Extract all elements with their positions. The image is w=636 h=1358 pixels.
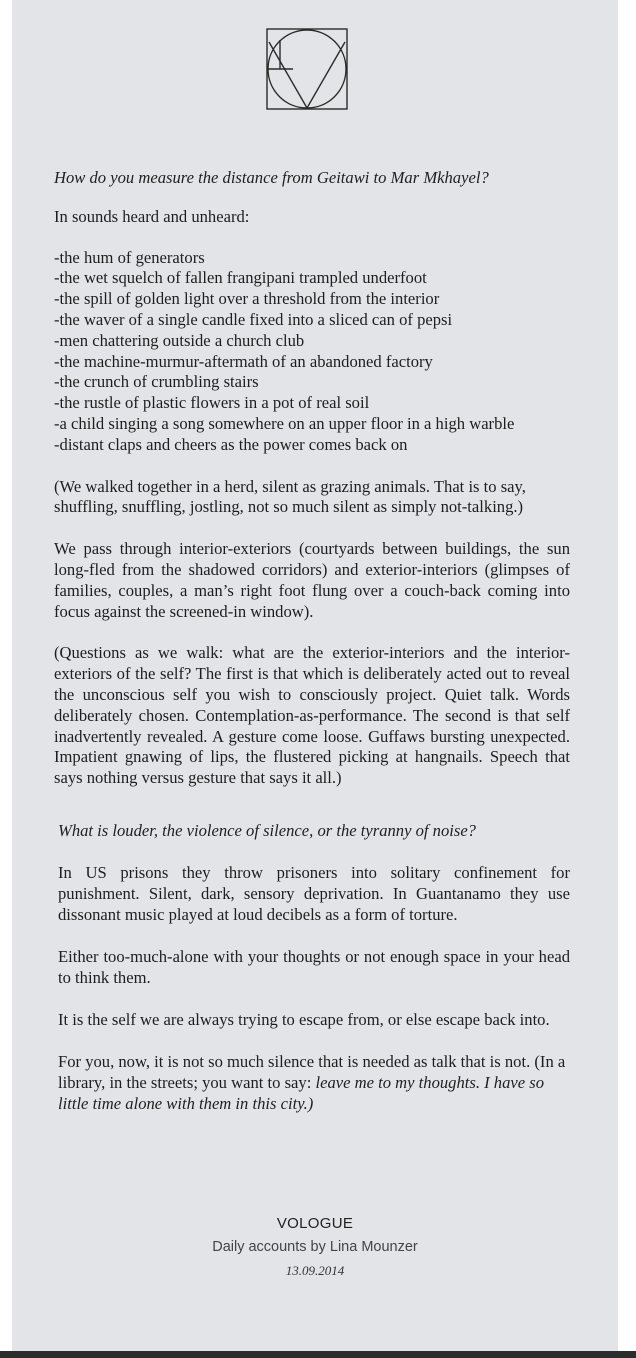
article-page bbox=[12, 0, 618, 1351]
second-question: What is louder, the violence of silence, or the tyranny of noise? bbox=[58, 821, 476, 840]
intro-line: In sounds heard and unheard: bbox=[54, 206, 250, 226]
signature-block bbox=[12, 1213, 618, 1283]
self-paragraph: It is the self we are always trying to escape from, or else escape back into. bbox=[58, 1010, 550, 1029]
list-item: -distant claps and cheers as the power comes back on bbox=[54, 434, 408, 454]
publication-title: VOLOGUE bbox=[276, 1215, 354, 1232]
opening-question: How do you measure the distance from Geitawi to Mar Mkhayel? bbox=[54, 168, 489, 187]
closing-paragraph-italic: leave me to my thoughts. I have so little time alone with them in this city.) bbox=[58, 1073, 545, 1113]
interiors-paragraph: We pass through interior-exteriors (courtyards between buildings, the sun long-fled from the shadowed corridors) and exterior-interiors (glimpses of families, couples, a man’s right foot flung over a couch-back coming into focus against the screened-in window). bbox=[54, 539, 570, 621]
questions-paragraph: (Questions as we walk: what are the exterior-interiors and the interior-exteriors of the self? The first is that which is deliberately acted out to reveal the unconscious self you wish to consciously project. Quiet talk. Words deliberately chosen. Contemplation-as-performance. The second is that self inadvertently revealed. A gesture come loose. Guffaws bursting unexpected. Impatient gnawing of lips, the flustered picking at hangnails. Speech that says nothing versus gesture that says it all.) bbox=[54, 643, 570, 788]
byline: Daily accounts by Lina Mounzer bbox=[212, 1239, 418, 1255]
vologue-logo-icon bbox=[266, 28, 348, 110]
list-item: -the rustle of plastic flowers in a pot of real soil bbox=[54, 393, 370, 413]
article-body-part-two bbox=[58, 820, 570, 1114]
list-item: -the machine-murmur-aftermath of an abandoned factory bbox=[54, 351, 433, 371]
closing-paragraph-start: For you, now, it is not so much silence that is needed as talk that is not. (In a library, in the streets; you want to say: bbox=[58, 1052, 566, 1092]
closing-paragraph bbox=[58, 1051, 570, 1114]
list-item: -the spill of golden light over a threshold from the interior bbox=[54, 289, 440, 309]
list-item: -the hum of generators bbox=[54, 247, 205, 267]
article-body-part-one bbox=[54, 160, 570, 789]
list-item: -the crunch of crumbling stairs bbox=[54, 372, 259, 392]
alone-paragraph: Either too-much-alone with your thoughts or not enough space in your head to think them. bbox=[58, 947, 570, 987]
bottom-edge-bar bbox=[0, 1351, 636, 1358]
herd-paragraph: (We walked together in a herd, silent as grazing animals. That is to say, shuffling, snuffling, jostling, not so much silent as simply not-talking.) bbox=[54, 476, 526, 517]
list-item: -the waver of a single candle fixed into a sliced can of pepsi bbox=[54, 309, 453, 329]
sounds-list bbox=[54, 248, 570, 456]
publication-date: 13.09.2014 bbox=[285, 1263, 345, 1278]
list-item: -a child singing a song somewhere on an upper floor in a high warble bbox=[54, 413, 515, 433]
prisons-paragraph: In US prisons they throw prisoners into solitary confinement for punishment. Silent, dark, sensory deprivation. In Guantanamo they use dissonant music played at loud decibels as a form of torture. bbox=[58, 863, 570, 924]
list-item: -men chattering outside a church club bbox=[54, 330, 305, 350]
list-item: -the wet squelch of fallen frangipani trampled underfoot bbox=[54, 268, 427, 288]
